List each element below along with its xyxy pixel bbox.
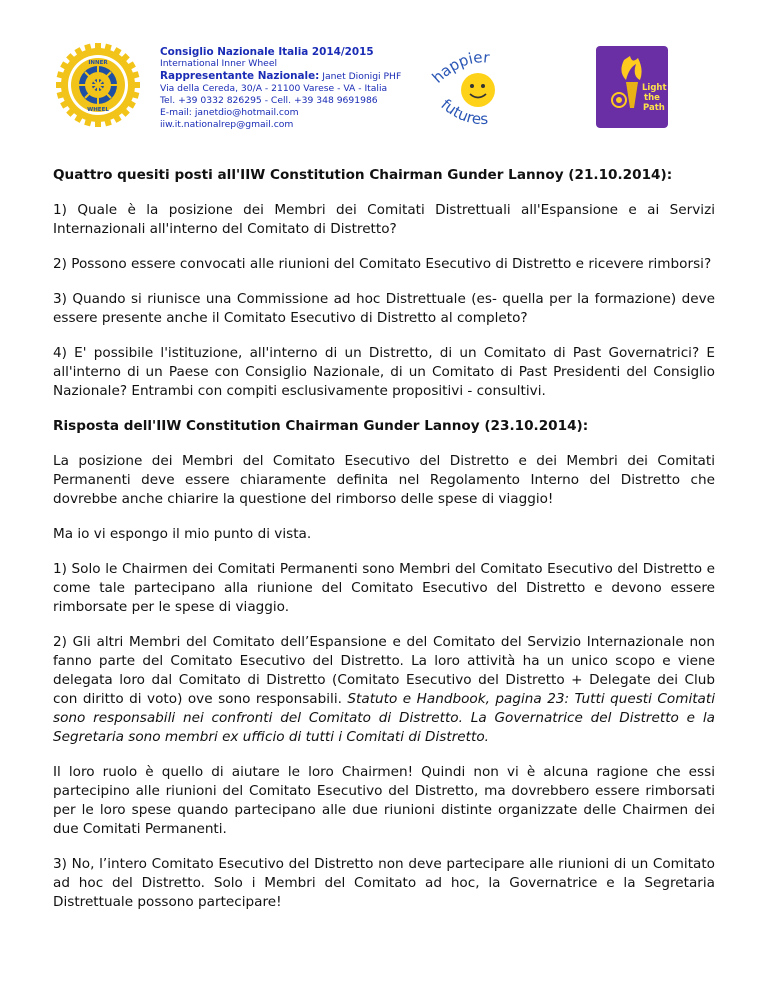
inner-wheel-logo-icon <box>55 42 141 128</box>
question-3: 3) Quando si riunisce una Commissione ad hoc Distrettuale (es- quella per la formazione) deve essere presente anche il Comitato Esecutivo di Distretto al completo? <box>53 291 715 326</box>
answer-viewpoint: Ma io vi espongo il mio punto di vista. <box>53 526 312 542</box>
org-title: Consiglio Nazionale Italia 2014/2015 <box>160 46 374 58</box>
iiw-logo-text-bottom: WHEEL <box>87 107 109 113</box>
questions-heading: Quattro quesiti posti all'IIW Constitution Chairman Gunder Lannoy (21.10.2014): <box>53 167 673 183</box>
happier-word: happier <box>428 48 491 87</box>
question-4: 4) E' possibile l'istituzione, all'interno di un Distretto, di un Comitato di Past Governatrici? E all'interno di un Paese con Consiglio Nazionale, di un Comitato di Past Presidenti del Consiglio Nazionale? Entrambi con compiti esclusivamente propositivi - consultivi. <box>53 345 715 399</box>
futures-word: futures <box>437 95 489 129</box>
rep-name: Janet Dionigi PHF <box>322 71 402 82</box>
document-body <box>53 166 715 928</box>
answer-2 <box>53 633 715 747</box>
answer-intro: La posizione dei Membri del Comitato Esecutivo del Distretto e dei Membri dei Comitati Permanenti deve essere chiaramente definita nel Regolamento Interno del Distretto che dovrebbe anche chiarire la questione del rimborso delle spese di viaggio! <box>53 453 715 507</box>
email-secondary[interactable]: iiw.it.nationalrep@gmail.com <box>160 119 294 130</box>
question-1: 1) Quale è la posizione dei Membri dei Comitati Distrettuali all'Espansione e ai Servizi Internazionali all'interno del Comitato di Distretto? <box>53 202 715 237</box>
phone: Tel. +39 0332 826295 - Cell. +39 348 9691986 <box>160 95 378 106</box>
contact-block <box>160 46 420 131</box>
org-subtitle: International Inner Wheel <box>160 58 278 69</box>
question-2: 2) Possono essere convocati alle riunioni del Comitato Esecutivo di Distretto e ricevere rimborsi? <box>53 256 712 272</box>
letterhead <box>0 0 768 150</box>
answer-2-quote: Statuto e Handbook, pagina 23: Tutti questi Comitati sono responsabili nei confronti del Comitato di Distretto. La Governatrice del Distretto e la Segretaria sono membri ex ufficio di tutti i Comitati di Distretto. <box>53 691 715 745</box>
rep-label: Rappresentante Nazionale: <box>160 70 320 82</box>
ltp-line-2: the <box>644 93 660 103</box>
answer-3: 3) No, l’intero Comitato Esecutivo del Distretto non deve partecipare alle riunioni di un Comitato ad hoc del Distretto. Solo i Membri del Comitato ad hoc, la Governatrice e la Segretaria Distrettuale possono partecipare! <box>53 856 715 910</box>
answer-1: 1) Solo le Chairmen dei Comitati Permanenti sono Membri del Comitato Esecutivo del Distretto e come tale partecipano alla riunione del Comitato Esecutivo del Distretto e devono essere rimborsate per le spese di viaggio. <box>53 561 715 615</box>
answer-2b: Il loro ruolo è quello di aiutare le loro Chairmen! Quindi non vi è alcuna ragione che essi partecipino alle riunioni del Comitato Esecutivo del Distretto, ma dovrebbero essere rimborsati per le loro spese quando partecipano alle due riunioni distinte organizzate delle Chairmen dei due Comitati Permanenti. <box>53 764 715 837</box>
answer-heading: Risposta dell'IIW Constitution Chairman Gunder Lannoy (23.10.2014): <box>53 418 589 434</box>
address: Via della Cereda, 30/A - 21100 Varese - VA - Italia <box>160 83 388 94</box>
answer-2-text: 2) Gli altri Membri del Comitato dell’Espansione e del Comitato del Servizio Internazionale non fanno parte del Comitato Esecutivo del Distretto. La loro attività ha un unico scopo e viene delegata loro dal Comitato di Distretto (Comitato Esecutivo del Distretto + Delegate dei Club con diritto di voto) ove sono responsabili. <box>53 634 715 707</box>
light-the-path-logo-icon <box>596 46 668 128</box>
email-primary[interactable]: E-mail: janetdio@hotmail.com <box>160 107 299 118</box>
ltp-line-1: Light <box>642 83 667 93</box>
rep-line <box>160 70 420 83</box>
iiw-logo-text-top: INNER <box>88 60 108 66</box>
happier-futures-logo-icon <box>428 44 528 134</box>
ltp-line-3: Path <box>643 103 665 113</box>
